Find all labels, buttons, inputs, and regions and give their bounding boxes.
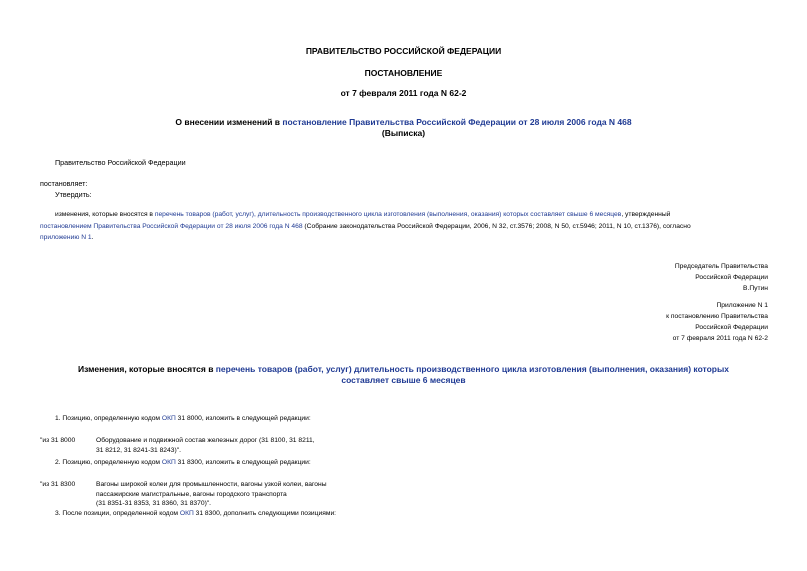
signature-org: Российской Федерации <box>695 274 768 281</box>
changes-title-link[interactable]: перечень товаров (работ, услуг) длительность производственного цикла изготовления (выполнения, оказания) которых <box>215 364 729 374</box>
appendix-line-1: Приложение N 1 <box>716 302 768 309</box>
item3-text-a: 3. После позиции, определенной кодом <box>55 510 180 517</box>
item1-text-a: 1. Позицию, определенную кодом <box>55 415 162 422</box>
okp-link-1[interactable]: ОКП <box>161 415 176 422</box>
appendix-line-2: к постановлению Правительства <box>666 313 768 320</box>
okp-link-3[interactable]: ОКП <box>179 510 194 517</box>
main-paragraph-end <box>40 232 93 244</box>
document-title <box>0 117 807 127</box>
list-link[interactable]: перечень товаров (работ, услуг), длительность производственного цикла изготовления (выполнения, оказания) которых составляет свыше 6 месяцев <box>154 211 622 218</box>
row1-code: "из 31 8000 <box>40 437 76 444</box>
item3-text-b: 31 8300, дополнить следующими позициями: <box>193 510 337 517</box>
para-text-c: (Собрание законодательства Российской Федерации, 2006, N 32, ст.3576; 2008, N 50, ст.5946; 2011, N 10, ст.1376), согласно <box>302 223 691 230</box>
government-line: Правительство Российской Федерации <box>55 158 186 167</box>
main-paragraph <box>55 209 768 221</box>
change-item-3 <box>55 510 336 517</box>
item2-text-a: 2. Позицию, определенную кодом <box>55 459 162 466</box>
appendix-line-3: Российской Федерации <box>695 324 768 331</box>
document-type: ПОСТАНОВЛЕНИЕ <box>364 68 443 78</box>
row2-text-3: (31 8351-31 8353, 31 8360, 31 8370)". <box>96 500 212 507</box>
row1-text-1: Оборудование и подвижной состав железных дорог (31 8100, 31 8211, <box>96 437 315 444</box>
item2-text-b: 31 8300, изложить в следующей редакции: <box>175 459 311 466</box>
signature-title: Председатель Правительства <box>674 263 768 270</box>
appendix-line-4: от 7 февраля 2011 года N 62-2 <box>672 335 768 342</box>
para-text-d: . <box>91 234 94 241</box>
para-text-b: , утвержденный <box>621 211 671 218</box>
approve-line: Утвердить: <box>55 190 92 199</box>
title-link[interactable]: постановление Правительства Российской Федерации от 28 июля 2006 года N 468 <box>282 117 632 127</box>
changes-title-2 <box>0 375 807 385</box>
row2-code: "из 31 8300 <box>40 481 76 488</box>
item1-text-b: 31 8000, изложить в следующей редакции: <box>175 415 311 422</box>
authority-name: ПРАВИТЕЛЬСТВО РОССИЙСКОЙ ФЕДЕРАЦИИ <box>305 46 502 56</box>
decrees-line: постановляет: <box>40 179 88 188</box>
document-authority <box>0 46 807 56</box>
decree-link[interactable]: постановлением Правительства Российской Федерации от 28 июля 2006 года N 468 <box>40 223 303 230</box>
change-item-2 <box>55 459 311 466</box>
changes-title-prefix: Изменения, которые вносятся в <box>78 364 216 374</box>
row1-text-2: 31 8212, 31 8241-31 8243)". <box>96 447 181 454</box>
row2-text-2: пассажирские магистральные, вагоны городского транспорта <box>96 491 287 498</box>
signature-name: В.Путин <box>743 285 768 292</box>
document-date: от 7 февраля 2011 года N 62-2 <box>340 88 467 98</box>
okp-link-2[interactable]: ОКП <box>161 459 176 466</box>
appendix-link[interactable]: приложению N 1 <box>40 234 92 241</box>
row2-text-1: Вагоны широкой колеи для промышленности, вагоны узкой колеи, вагоны <box>96 481 327 488</box>
document-subtitle: (Выписка) <box>381 128 426 138</box>
main-paragraph-cont <box>40 221 768 233</box>
change-item-1 <box>55 415 311 422</box>
para-text-a: изменения, которые вносятся в <box>55 211 155 218</box>
title-prefix: О внесении изменений в <box>175 117 283 127</box>
changes-title <box>0 364 807 374</box>
changes-title-link-2[interactable]: составляет свыше 6 месяцев <box>341 375 466 385</box>
